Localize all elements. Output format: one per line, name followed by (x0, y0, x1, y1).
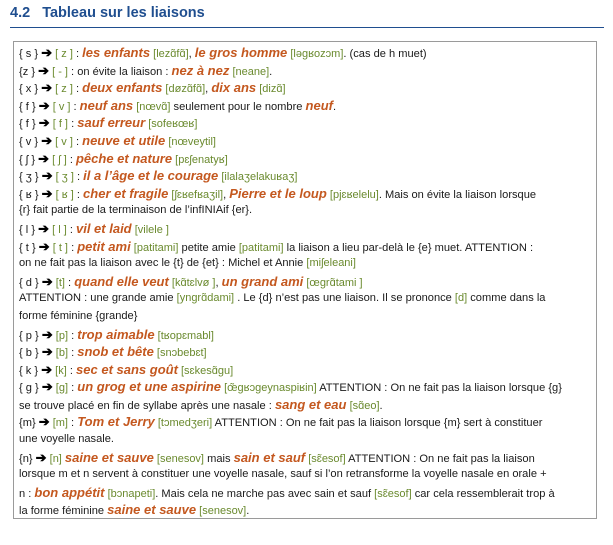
example-phrase: snob et bête (77, 344, 154, 360)
phonetic-transcription: [nœveytil] (168, 135, 216, 148)
table-line (19, 273, 591, 291)
phonetic-transcription: [ l ] (49, 223, 70, 236)
phonetic-transcription: [ləgʁozɔm] (290, 48, 344, 60)
line-text: { b } (19, 347, 42, 360)
line-text: forme féminine {grande} (19, 309, 138, 322)
phonetic-transcription: [bɔnapeti] (107, 487, 156, 500)
table-line (19, 290, 591, 308)
arrow-icon: ➔ (41, 80, 53, 96)
phonetic-transcription: [b] (52, 347, 72, 360)
arrow-icon: ➔ (41, 45, 53, 60)
line-text: { l } (19, 223, 39, 236)
phonetic-transcription: [m] (49, 417, 72, 430)
arrow-icon: ➔ (41, 168, 53, 184)
phonetic-transcription: [sofeʁœʁ] (148, 118, 198, 131)
phonetic-transcription: [ v ] (52, 135, 76, 148)
arrow-icon: ➔ (38, 62, 50, 78)
phonetic-transcription: [sɑ̃eo] (349, 399, 380, 412)
table-line (19, 343, 591, 361)
phonetic-transcription: [pjɛʁelelu] (329, 188, 379, 201)
table-line (19, 413, 591, 431)
line-text: : on évite la liaison : (71, 65, 172, 78)
arrow-icon: ➔ (41, 361, 53, 377)
line-text: mais (204, 452, 234, 465)
example-phrase: petit ami (77, 238, 131, 254)
line-text: : (68, 276, 75, 289)
phonetic-transcription: [k] (52, 364, 70, 377)
line-text: . (269, 65, 273, 78)
table-line (19, 114, 591, 132)
arrow-icon: ➔ (38, 115, 50, 131)
arrow-icon: ➔ (38, 238, 50, 254)
example-phrase: sang et eau (274, 396, 347, 412)
arrow-icon: ➔ (38, 414, 50, 430)
line-text: , (215, 276, 222, 289)
arrow-icon: ➔ (41, 326, 53, 342)
table-line (19, 396, 591, 414)
phonetic-transcription: [senesov] (199, 505, 247, 518)
line-text: { p } (19, 329, 42, 342)
phonetic-transcription: [patitami] (238, 241, 284, 254)
line-text: : (76, 171, 84, 184)
line-text: { g } (19, 382, 42, 395)
phonetic-transcription: [sɛkesɑ̃gu] (181, 364, 234, 377)
arrow-icon: ➔ (41, 379, 53, 395)
liaison-table (13, 41, 597, 519)
line-text: {m} (19, 417, 39, 430)
section-title: Tableau sur les liaisons (42, 5, 205, 21)
line-text: seulement pour le nombre (170, 100, 306, 113)
line-text: car cela ressemblerait trop à (411, 487, 555, 500)
heading-rule (10, 27, 604, 28)
section-heading (10, 5, 205, 21)
phonetic-transcription: [kɑ̃tɛlvø ] (171, 276, 216, 289)
line-text: { k } (19, 364, 42, 377)
table-line (19, 378, 591, 396)
line-text: . (cas de h muet) (343, 48, 427, 60)
phonetic-transcription: [d] (454, 292, 468, 305)
phonetic-transcription: [ ʃ ] (49, 153, 70, 166)
example-phrase: un grog et une aspirine (77, 379, 221, 395)
phonetic-transcription: [lezɑ̃fɑ̃] (153, 48, 189, 60)
table-line (19, 361, 591, 379)
table-line (19, 132, 591, 150)
line-text: . (246, 505, 250, 518)
line-text: { ʒ } (19, 171, 42, 184)
phonetic-transcription: [œgrɑ̃tami ] (306, 276, 363, 289)
example-phrase: saine et sauve (64, 449, 154, 465)
line-text: : (71, 382, 78, 395)
line-text: : (71, 118, 78, 131)
phonetic-transcription: [sɛ̃esof] (374, 487, 412, 500)
phonetic-transcription: [ z ] (52, 83, 76, 96)
phonetic-transcription: [nœvɑ̃] (136, 100, 171, 113)
line-text: une voyelle nasale. (19, 433, 114, 446)
table-line (19, 466, 591, 484)
line-text: on ne fait pas la liaison avec le {t} de {et} : Michel et Annie (19, 257, 307, 270)
line-text: { f } (19, 118, 39, 131)
example-phrase: deux enfants (82, 80, 163, 96)
line-text: . Mais cela ne marche pas avec sain et sauf (155, 487, 375, 500)
line-text: n : (19, 487, 35, 500)
phonetic-transcription: [yngrɑ̃dami] (176, 292, 235, 305)
example-phrase: cher et fragile (83, 185, 169, 201)
phonetic-transcription: [senesov] (156, 452, 204, 465)
phonetic-transcription: [ʃɛʁefʁaʒil] (171, 188, 224, 201)
phonetic-transcription: [œ̃gʁɔgeynaspiʁin] (224, 382, 317, 395)
line-text: : (76, 188, 84, 201)
line-text: . Le {d} n’est pas une liaison. Il se prononce (234, 292, 455, 305)
line-text: se trouve placé en fin de syllabe après une nasale : (19, 399, 275, 412)
table-line (19, 255, 591, 273)
table-line (19, 220, 591, 238)
phonetic-transcription: [patitami] (133, 241, 179, 254)
line-text: {r} fait partie de la terminaison de l’infINIAif {er}. (19, 204, 253, 217)
phonetic-transcription: [døzɑ̃fɑ̃] (165, 83, 206, 96)
line-text: : (71, 417, 78, 430)
phonetic-transcription: [t] (52, 276, 69, 289)
phonetic-transcription: [p] (52, 329, 72, 342)
table-line (19, 44, 591, 62)
line-text: { ʁ } (19, 188, 42, 201)
table-line (19, 62, 591, 80)
phonetic-transcription: [ f ] (49, 118, 72, 131)
phonetic-transcription: [tʁopɛmabl] (157, 329, 214, 342)
line-text: , (205, 83, 212, 96)
phonetic-transcription: [ilalaʒelakuʁaʒ] (221, 171, 298, 184)
line-text: : (71, 347, 78, 360)
line-text: comme dans la (467, 292, 546, 305)
example-phrase: quand elle veut (74, 273, 169, 289)
line-text: . (379, 399, 383, 412)
table-line (19, 97, 591, 115)
arrow-icon: ➔ (41, 132, 53, 148)
section-number: 4.2 (10, 5, 31, 21)
example-phrase: bon appétit (34, 484, 105, 500)
arrow-icon: ➔ (38, 97, 50, 113)
arrow-icon: ➔ (35, 449, 47, 465)
line-text: : (69, 364, 77, 377)
arrow-icon: ➔ (41, 344, 53, 360)
line-text: la forme féminine (19, 505, 108, 518)
table-line (19, 308, 591, 326)
example-phrase: Tom et Jerry (77, 414, 155, 430)
line-text: { t } (19, 241, 39, 254)
table-line (19, 326, 591, 344)
example-phrase: neuf (305, 97, 333, 113)
table-line (19, 202, 591, 220)
line-text: { f } (19, 100, 39, 113)
line-text: : (71, 329, 78, 342)
arrow-icon: ➔ (41, 273, 53, 289)
phonetic-transcription: [ ʁ ] (52, 188, 77, 201)
phonetic-transcription: [miʃeleani] (306, 257, 356, 270)
phonetic-transcription: [g] (52, 382, 72, 395)
line-text: : (69, 223, 76, 236)
phonetic-transcription: [sɛ̃esof] (308, 452, 346, 465)
example-phrase: sauf erreur (77, 115, 146, 131)
example-phrase: pêche et nature (75, 150, 173, 166)
example-phrase: neuf ans (79, 97, 134, 113)
example-phrase: vil et laid (75, 220, 132, 236)
example-phrase: sec et sans goût (76, 361, 178, 377)
example-phrase: Pierre et le loup (229, 185, 327, 201)
example-phrase: sain et sauf (233, 449, 306, 465)
table-line (19, 79, 591, 97)
table-line (19, 449, 591, 467)
phonetic-transcription: [pɛʃenatyʁ] (175, 153, 228, 166)
line-text: petite amie (178, 241, 239, 254)
line-text: la liaison a lieu par-delà le {e} muet. ATTENTION : (283, 241, 534, 254)
table-line (19, 150, 591, 168)
example-phrase: saine et sauve (107, 502, 197, 518)
line-text: ATTENTION : On ne fait pas la liaison lorsque {g} (316, 382, 562, 395)
phonetic-transcription: [vilele ] (134, 223, 169, 236)
phonetic-transcription: [ - ] (49, 65, 72, 78)
example-phrase: neuve et utile (82, 132, 166, 148)
example-phrase: les enfants (82, 45, 151, 60)
phonetic-transcription: [snɔbebɛt] (156, 347, 207, 360)
line-text: {z } (19, 65, 39, 78)
line-text: , (188, 48, 195, 60)
arrow-icon: ➔ (38, 150, 50, 166)
table-line (19, 185, 591, 203)
phonetic-transcription: [dizɑ̃] (259, 83, 286, 96)
line-text: : (73, 100, 80, 113)
phonetic-transcription: [ ʒ ] (52, 171, 77, 184)
example-phrase: le gros homme (194, 45, 288, 60)
example-phrase: nez à nez (171, 62, 230, 78)
line-text: {n} (19, 452, 36, 465)
phonetic-transcription: [tɔmedʒeri] (157, 417, 213, 430)
example-phrase: trop aimable (77, 326, 155, 342)
example-phrase: dix ans (211, 80, 257, 96)
line-text: { v } (19, 135, 42, 148)
phonetic-transcription: [ z ] (52, 48, 76, 60)
arrow-icon: ➔ (38, 220, 50, 236)
line-text: . (332, 100, 337, 113)
phonetic-transcription: [ t ] (49, 241, 72, 254)
line-text: { ʃ } (19, 153, 39, 166)
phonetic-transcription: [n] (46, 452, 65, 465)
phonetic-transcription: [ v ] (49, 100, 74, 113)
line-text: lorsque m et n servent à constituer une voyelle nasale, sauf si l’on retransforme la voyelle nasale en orale + (19, 468, 547, 481)
example-phrase: un grand ami (221, 273, 304, 289)
arrow-icon: ➔ (41, 185, 53, 201)
table-line (19, 431, 591, 449)
table-line (19, 167, 591, 185)
line-text: . Mais on évite la liaison lorsque (378, 188, 537, 201)
line-text: : (75, 83, 83, 96)
line-text: : (75, 48, 83, 60)
line-text: : (71, 241, 78, 254)
line-text: { s } (19, 48, 42, 60)
line-text: ATTENTION : On ne fait pas la liaison (345, 452, 535, 465)
line-text: : (69, 153, 76, 166)
table-line (19, 484, 591, 502)
line-text: { d } (19, 276, 42, 289)
example-phrase: il a l’âge et le courage (83, 168, 219, 184)
line-text: ATTENTION : On ne fait pas la liaison lorsque {m} sert à constituer (212, 417, 543, 430)
table-line (19, 238, 591, 256)
line-text: : (75, 135, 83, 148)
table-line (19, 501, 591, 519)
line-text: , (223, 188, 230, 201)
line-text: { x } (19, 83, 42, 96)
line-text: ATTENTION : une grande amie (19, 292, 177, 305)
phonetic-transcription: [neane] (232, 65, 270, 78)
